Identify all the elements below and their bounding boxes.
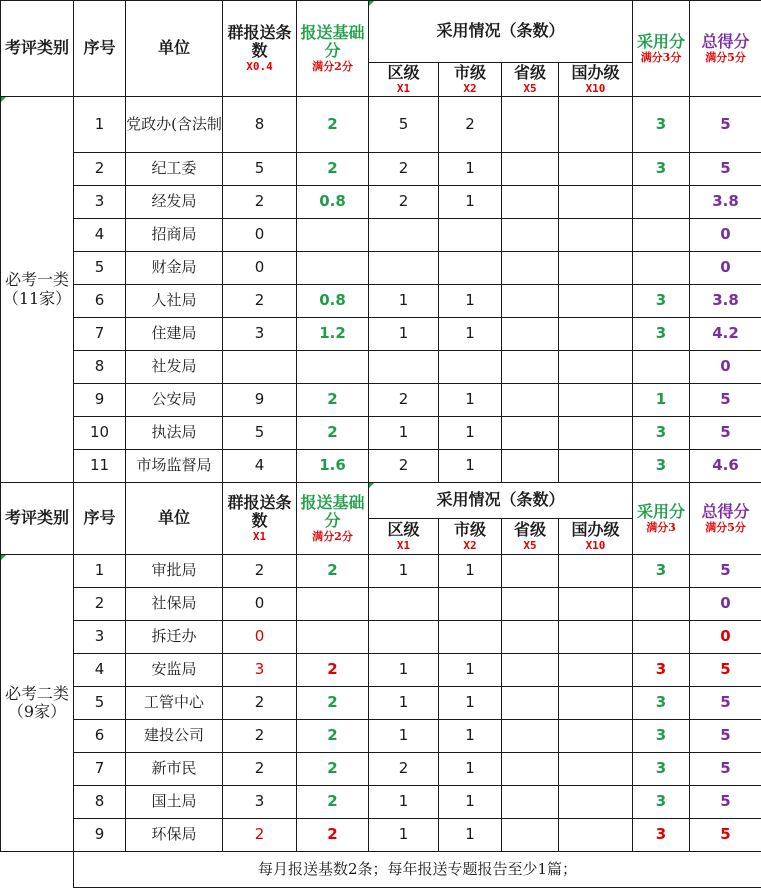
header-district-label: 区级 [387,62,420,82]
header-district-2 [369,519,439,555]
header-total-label: 总得分 [701,31,750,51]
city-cell [439,621,502,654]
province-cell [502,555,559,588]
header-district-mult-2: X1 [396,539,411,553]
header-report-count-mult-2: X1 [252,530,267,544]
header-district-mult: X1 [396,82,411,96]
header-province-label-2: 省级 [513,519,546,539]
district-cell: 2 [369,450,439,483]
footer-blank [1,852,74,888]
unit-cell: 经发局 [126,186,223,219]
province-cell [502,252,559,285]
report-count-cell: 3 [223,654,297,687]
table-row [1,252,761,285]
state-cell [559,588,633,621]
unit-cell: 国土局 [126,786,223,819]
unit-cell: 社保局 [126,588,223,621]
header-province-mult: X5 [523,82,537,96]
province-cell [502,654,559,687]
header-total-max-2: 满分5分 [705,521,746,535]
city-cell: 1 [439,450,502,483]
city-cell: 1 [439,186,502,219]
total-cell: 5 [690,97,761,153]
report-count-cell: 3 [223,786,297,819]
unit-cell: 执法局 [126,417,223,450]
header-base-score [297,1,369,97]
header-unit: 单位 [126,1,223,97]
province-cell [502,219,559,252]
adopt-score-cell: 3 [633,819,690,852]
score-table-body [1,1,761,888]
report-count-cell: 5 [223,417,297,450]
total-cell: 4.6 [690,450,761,483]
unit-cell: 人社局 [126,285,223,318]
adopt-score-cell: 3 [633,97,690,153]
table-row [1,384,761,417]
province-cell [502,318,559,351]
unit-cell: 新市民 [126,753,223,786]
report-count-cell: 3 [223,318,297,351]
district-cell: 1 [369,417,439,450]
header-adopt-score-2 [633,483,690,555]
report-count-cell: 2 [223,819,297,852]
city-cell [439,219,502,252]
adopt-score-cell: 3 [633,450,690,483]
unit-cell: 财金局 [126,252,223,285]
header-adopt-score-max-2: 满分3 [646,521,676,535]
table-row [1,450,761,483]
header-row-3 [1,483,761,519]
base-score-cell: 0.8 [297,186,369,219]
province-cell [502,687,559,720]
total-cell: 0 [690,219,761,252]
city-cell: 2 [439,97,502,153]
header-base-score-label: 报送基础分 [300,22,365,60]
header-base-score-2 [297,483,369,555]
table-row [1,351,761,384]
state-cell [559,318,633,351]
state-cell [559,97,633,153]
table-row [1,219,761,252]
table-row [1,588,761,621]
city-cell: 1 [439,720,502,753]
unit-cell: 拆迁办 [126,621,223,654]
table-row [1,97,761,153]
city-cell: 1 [439,285,502,318]
state-cell [559,621,633,654]
header-total-max: 满分5分 [705,51,746,65]
state-cell [559,720,633,753]
unit-cell: 纪工委 [126,153,223,186]
header-city-label: 市级 [453,62,486,82]
base-score-cell: 2 [297,555,369,588]
state-cell [559,654,633,687]
city-cell: 1 [439,786,502,819]
report-count-cell: 5 [223,153,297,186]
district-cell: 1 [369,285,439,318]
header-report-count-label-2: 群报送条数 [227,492,292,530]
state-cell [559,153,633,186]
total-cell: 5 [690,417,761,450]
province-cell [502,621,559,654]
base-score-cell: 2 [297,97,369,153]
district-cell [369,252,439,285]
header-adopt-score-label: 采用分 [637,31,686,51]
base-score-cell: 0.8 [297,285,369,318]
header-category-2: 考评类别 [1,483,74,555]
district-cell: 1 [369,687,439,720]
district-cell [369,621,439,654]
district-cell [369,219,439,252]
header-state-mult-2: X10 [585,539,606,553]
base-score-cell: 2 [297,654,369,687]
adopt-score-cell: 3 [633,555,690,588]
district-cell: 1 [369,318,439,351]
base-score-cell [297,621,369,654]
header-adoption: 采用情况（条数） [369,1,633,63]
total-cell: 5 [690,555,761,588]
province-cell [502,753,559,786]
header-province-2 [502,519,559,555]
total-cell: 5 [690,153,761,186]
header-state [559,63,633,97]
state-cell [559,753,633,786]
report-count-cell: 4 [223,450,297,483]
header-adoption-2: 采用情况（条数） [369,483,633,519]
report-count-cell [223,351,297,384]
table-row [1,819,761,852]
report-count-cell: 0 [223,588,297,621]
state-cell [559,819,633,852]
header-total-2 [690,483,761,555]
seq-cell: 4 [74,219,126,252]
base-score-cell: 2 [297,384,369,417]
base-score-cell: 2 [297,786,369,819]
total-cell: 5 [690,654,761,687]
state-cell [559,285,633,318]
province-cell [502,351,559,384]
table-row [1,687,761,720]
header-base-score-max: 满分2分 [312,60,353,74]
total-cell: 0 [690,621,761,654]
header-row-1 [1,1,761,63]
report-count-cell: 9 [223,384,297,417]
base-score-cell: 2 [297,753,369,786]
adopt-score-cell: 3 [633,285,690,318]
header-adopt-score [633,1,690,97]
unit-cell: 环保局 [126,819,223,852]
state-cell [559,384,633,417]
base-score-cell: 2 [297,417,369,450]
province-cell [502,450,559,483]
header-district [369,63,439,97]
header-total [690,1,761,97]
seq-cell: 2 [74,588,126,621]
report-count-cell: 0 [223,252,297,285]
table-row [1,753,761,786]
seq-cell: 1 [74,555,126,588]
total-cell: 5 [690,786,761,819]
base-score-cell: 1.6 [297,450,369,483]
total-cell: 5 [690,819,761,852]
city-cell: 1 [439,819,502,852]
unit-cell: 审批局 [126,555,223,588]
adopt-score-cell [633,351,690,384]
seq-cell: 8 [74,786,126,819]
adopt-score-cell: 3 [633,654,690,687]
base-score-cell: 2 [297,153,369,186]
total-cell: 5 [690,384,761,417]
district-cell: 2 [369,753,439,786]
unit-cell: 公安局 [126,384,223,417]
header-city-2 [439,519,502,555]
unit-cell: 住建局 [126,318,223,351]
city-cell: 1 [439,153,502,186]
table-row [1,654,761,687]
seq-cell: 3 [74,186,126,219]
seq-cell: 4 [74,654,126,687]
province-cell [502,285,559,318]
unit-cell: 工管中心 [126,687,223,720]
adopt-score-cell [633,621,690,654]
seq-cell: 8 [74,351,126,384]
adopt-score-cell: 3 [633,687,690,720]
district-cell: 1 [369,819,439,852]
district-cell [369,351,439,384]
table-row [1,786,761,819]
total-cell: 0 [690,252,761,285]
district-cell: 2 [369,384,439,417]
state-cell [559,252,633,285]
base-score-cell [297,219,369,252]
header-city [439,63,502,97]
seq-cell: 7 [74,753,126,786]
province-cell [502,588,559,621]
header-state-label-2: 国办级 [571,519,620,539]
state-cell [559,687,633,720]
report-count-cell: 2 [223,285,297,318]
seq-cell: 9 [74,384,126,417]
header-state-2 [559,519,633,555]
report-count-cell: 2 [223,687,297,720]
district-cell: 2 [369,153,439,186]
province-cell [502,819,559,852]
header-province [502,63,559,97]
header-seq-2: 序号 [74,483,126,555]
adopt-score-cell: 3 [633,318,690,351]
report-count-cell: 0 [223,621,297,654]
base-score-cell [297,588,369,621]
unit-cell: 党政办(含法制 [126,97,223,153]
district-cell [369,588,439,621]
city-cell [439,252,502,285]
district-cell: 5 [369,97,439,153]
city-cell [439,351,502,384]
city-cell: 1 [439,753,502,786]
city-cell: 1 [439,417,502,450]
seq-cell: 3 [74,621,126,654]
adopt-score-cell: 3 [633,153,690,186]
seq-cell: 6 [74,720,126,753]
unit-cell: 市场监督局 [126,450,223,483]
header-city-label-2: 市级 [453,519,486,539]
base-score-cell: 2 [297,720,369,753]
unit-cell: 招商局 [126,219,223,252]
province-cell [502,417,559,450]
header-adopt-score-label-2: 采用分 [637,501,686,521]
total-cell: 5 [690,687,761,720]
state-cell [559,417,633,450]
total-cell: 0 [690,351,761,384]
category-cell: 必考二类（9家） [1,555,74,852]
report-count-cell: 0 [223,219,297,252]
table-row [1,555,761,588]
state-cell [559,186,633,219]
report-count-cell: 2 [223,720,297,753]
report-count-cell: 2 [223,186,297,219]
unit-cell: 建投公司 [126,720,223,753]
header-category: 考评类别 [1,1,74,97]
category-cell: 必考一类（11家） [1,97,74,483]
header-unit-2: 单位 [126,483,223,555]
adopt-score-cell: 1 [633,384,690,417]
header-province-mult-2: X5 [523,539,537,553]
header-district-label-2: 区级 [387,519,420,539]
table-row [1,621,761,654]
header-adopt-score-max: 满分3分 [640,51,682,65]
header-seq: 序号 [74,1,126,97]
district-cell: 1 [369,555,439,588]
total-cell: 5 [690,720,761,753]
unit-cell: 社发局 [126,351,223,384]
total-cell: 0 [690,588,761,621]
state-cell [559,786,633,819]
table-row [1,186,761,219]
seq-cell: 1 [74,97,126,153]
report-count-cell: 8 [223,97,297,153]
header-report-count-label: 群报送条数 [227,22,292,60]
district-cell: 1 [369,654,439,687]
city-cell: 1 [439,384,502,417]
seq-cell: 7 [74,318,126,351]
total-cell: 3.8 [690,186,761,219]
adopt-score-cell: 3 [633,786,690,819]
total-cell: 4.2 [690,318,761,351]
district-cell: 2 [369,186,439,219]
state-cell [559,555,633,588]
province-cell [502,186,559,219]
report-count-cell: 2 [223,555,297,588]
header-state-mult: X10 [585,82,606,96]
header-base-score-label-2: 报送基础分 [300,492,365,530]
table-row [1,285,761,318]
seq-cell: 6 [74,285,126,318]
seq-cell: 5 [74,687,126,720]
adopt-score-cell: 3 [633,720,690,753]
seq-cell: 9 [74,819,126,852]
adopt-score-cell: 3 [633,417,690,450]
header-report-count-2 [223,483,297,555]
total-cell: 3.8 [690,285,761,318]
province-cell [502,720,559,753]
province-cell [502,384,559,417]
city-cell: 1 [439,654,502,687]
state-cell [559,351,633,384]
adopt-score-cell: 3 [633,753,690,786]
footer-row [1,852,761,888]
city-cell: 1 [439,555,502,588]
state-cell [559,219,633,252]
base-score-cell [297,351,369,384]
adopt-score-cell [633,588,690,621]
base-score-cell [297,252,369,285]
table-row [1,720,761,753]
district-cell: 1 [369,786,439,819]
header-report-count-mult: X0.4 [246,60,273,74]
city-cell: 1 [439,687,502,720]
header-city-mult-2: X2 [463,539,477,553]
base-score-cell: 2 [297,687,369,720]
city-cell: 1 [439,318,502,351]
base-score-cell: 1.2 [297,318,369,351]
city-cell [439,588,502,621]
footer-note: 每月报送基数2条；每年报送专题报告至少1篇； [74,852,761,888]
adopt-score-cell [633,219,690,252]
header-province-label: 省级 [513,62,546,82]
header-base-score-max-2: 满分2分 [312,530,353,544]
district-cell: 1 [369,720,439,753]
province-cell [502,97,559,153]
adopt-score-cell [633,186,690,219]
header-report-count [223,1,297,97]
table-row [1,153,761,186]
header-city-mult: X2 [463,82,477,96]
header-total-label-2: 总得分 [701,501,750,521]
adopt-score-cell [633,252,690,285]
header-state-label: 国办级 [571,62,620,82]
base-score-cell: 2 [297,819,369,852]
province-cell [502,153,559,186]
total-cell: 5 [690,753,761,786]
state-cell [559,450,633,483]
unit-cell: 安监局 [126,654,223,687]
province-cell [502,786,559,819]
table-row [1,417,761,450]
seq-cell: 10 [74,417,126,450]
seq-cell: 2 [74,153,126,186]
seq-cell: 5 [74,252,126,285]
seq-cell: 11 [74,450,126,483]
report-count-cell: 2 [223,753,297,786]
table-row [1,318,761,351]
